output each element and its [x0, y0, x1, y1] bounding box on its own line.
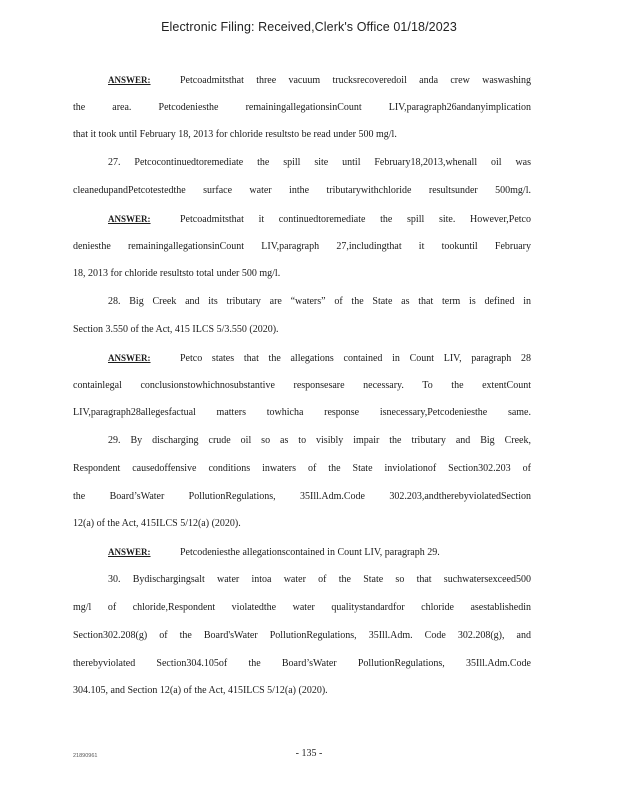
- body-line: deniesthe remainingallegationsinCount LIV,paragraph 27,includingthat it tookuntil February: [73, 241, 531, 252]
- line-text: Petco states that the allegations contained in Count LIV, paragraph 28: [180, 353, 531, 364]
- body-line: mg/l of chloride,Respondent violatedthe water qualitystandardfor chloride asestablishedin: [73, 602, 531, 613]
- body-line: the Board’sWater PollutionRegulations, 35Ill.Adm.Code 302.203,andtherebyviolatedSection: [73, 491, 531, 502]
- body-line: containlegal conclusionstowhichnosubstantive responsesare necessary. To the extentCount: [73, 380, 531, 391]
- body-line: that it took until February 18, 2013 for chloride resultsto be read under 500 mg/l.: [73, 129, 397, 140]
- body-line: 18, 2013 for chloride resultsto total under 500 mg/l.: [73, 268, 281, 279]
- line-text: Petcodeniesthe allegationscontained in Count LIV, paragraph 29.: [180, 547, 440, 558]
- page-number: - 135 -: [295, 748, 323, 759]
- line-text: Petcoadmitsthat it continuedtoremediate the spill site. However,Petco: [180, 214, 531, 225]
- answer-paragraph-line: [108, 213, 531, 226]
- answer-label: ANSWER:: [108, 214, 151, 224]
- numbered-paragraph-line: 28. Big Creek and its tributary are “waters” of the State as that term is defined in: [108, 296, 531, 307]
- answer-paragraph-line: [108, 352, 531, 365]
- body-line: cleanedupandPetcotestedthe surface water inthe tributarywithchloride resultsunder 500mg/l.: [73, 185, 531, 196]
- answer-label: ANSWER:: [108, 75, 151, 85]
- body-line: 12(a) of the Act, 415ILCS 5/12(a) (2020).: [73, 518, 241, 529]
- filing-stamp-header: Electronic Filing: Received,Clerk's Office 01/18/2023: [161, 20, 457, 34]
- numbered-paragraph-line: 30. Bydischargingsalt water intoa water of the State so that suchwatersexceed500: [108, 574, 531, 585]
- numbered-paragraph-line: 29. By discharging crude oil so as to visibly impair the tributary and Big Creek,: [108, 435, 531, 446]
- body-line: Section 3.550 of the Act, 415 ILCS 5/3.550 (2020).: [73, 324, 279, 335]
- body-line: 304.105, and Section 12(a) of the Act, 415ILCS 5/12(a) (2020).: [73, 685, 328, 696]
- document-id: 21890961: [73, 753, 98, 759]
- body-line: therebyviolated Section304.105of the Board’sWater PollutionRegulations, 35Ill.Adm.Code: [73, 658, 531, 669]
- answer-label: ANSWER:: [108, 353, 151, 363]
- body-line: LIV,paragraph28allegesfactual matters towhicha response isnecessary,Petcodeniesthe same.: [73, 407, 531, 418]
- answer-paragraph-line: [108, 546, 531, 559]
- body-line: the area. Petcodeniesthe remainingallegationsinCount LIV,paragraph26andanyimplication: [73, 102, 531, 113]
- answer-label: ANSWER:: [108, 547, 151, 557]
- answer-paragraph-line: [108, 74, 531, 87]
- line-text: Petcoadmitsthat three vacuum trucksrecoveredoil anda crew waswashing: [180, 75, 531, 86]
- body-line: Section302.208(g) of the Board'sWater PollutionRegulations, 35Ill.Adm. Code 302.208(g), and: [73, 630, 531, 641]
- numbered-paragraph-line: 27. Petcocontinuedtoremediate the spill site until February18,2013,whenall oil was: [108, 157, 531, 168]
- body-line: Respondent causedoffensive conditions inwaters of the State inviolationof Section302.203 of: [73, 463, 531, 474]
